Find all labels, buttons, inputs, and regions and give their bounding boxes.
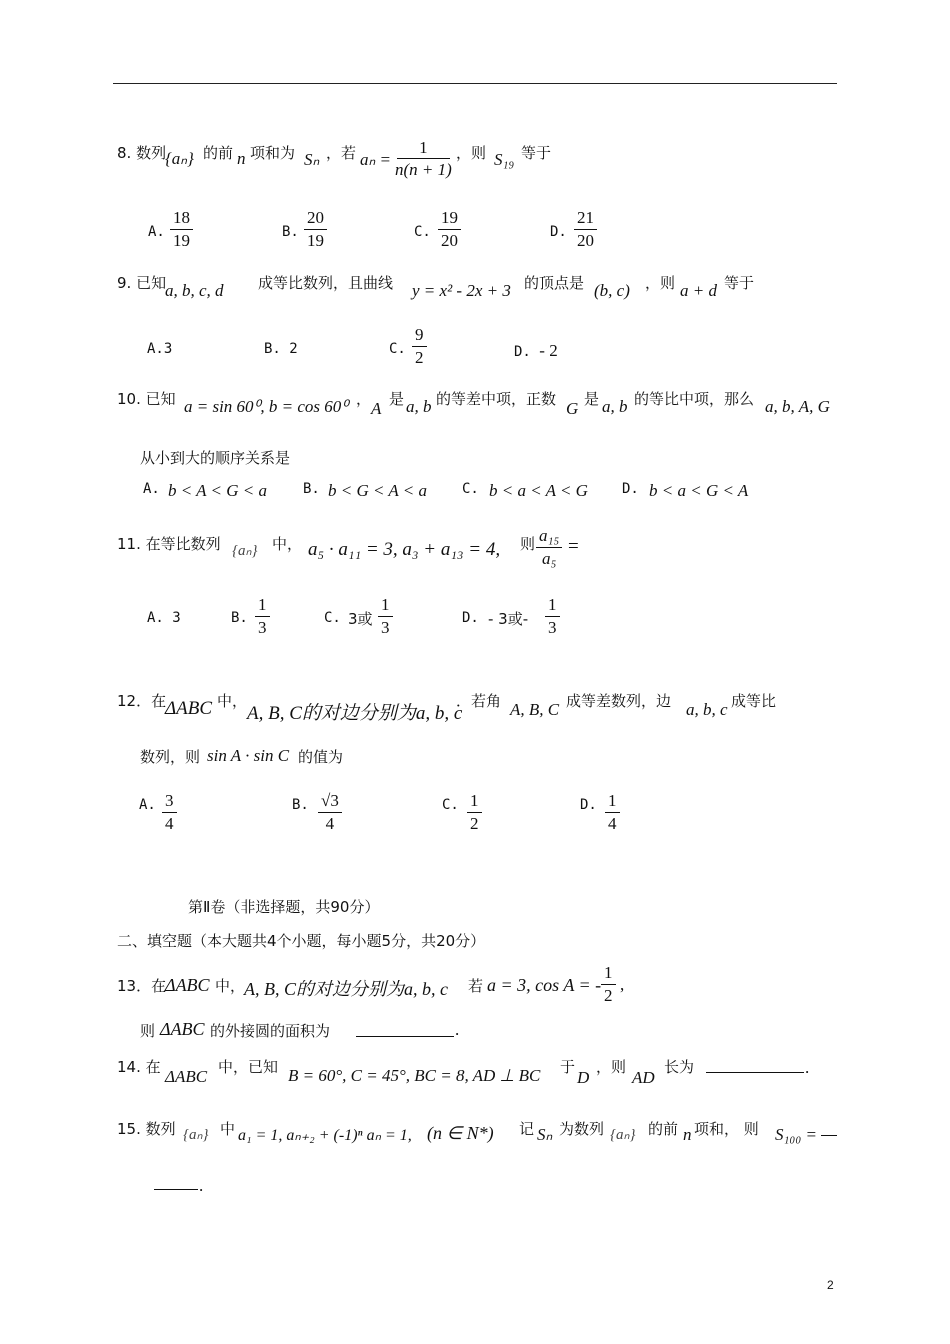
q8-option-d-num: 21	[574, 208, 597, 230]
q15-domain: (n ∈ N*)	[427, 1123, 494, 1143]
q12-line-2b: 的值为	[298, 748, 344, 766]
q10-A: A	[371, 399, 382, 418]
q13-triangle-2: ΔABC	[160, 1019, 205, 1039]
q11-seq: {aₙ}	[232, 543, 258, 559]
q9-option-c[interactable]	[412, 325, 427, 367]
q9-option-c-label[interactable]: C.	[389, 341, 406, 357]
q8-prefix: 8. 数列	[117, 144, 167, 162]
q15-prefix: 15. 数列	[117, 1120, 176, 1138]
q13-end: .	[455, 1020, 460, 1039]
q8-option-b-label[interactable]: B.	[282, 224, 299, 240]
q13-fraction	[601, 963, 616, 1005]
q11-option-c-text[interactable]: 3或	[348, 610, 373, 628]
q13-frac-den: 2	[604, 985, 613, 1005]
q13-text-2: 若	[468, 977, 484, 995]
q11-option-a-text: 3	[172, 610, 181, 626]
q9-text-2: 的顶点是	[524, 274, 585, 292]
q11-option-c-den: 3	[381, 617, 390, 637]
q12-text-1: 中，	[217, 692, 248, 710]
q11-option-b[interactable]	[255, 595, 270, 637]
q8-text-5: 等于	[521, 144, 552, 162]
q8-option-d-den: 20	[577, 230, 594, 250]
q10-text-3: 的等差中项，正数	[436, 390, 557, 408]
q10-option-a[interactable]: b < A < G < a	[168, 481, 267, 500]
q9-option-d[interactable]	[514, 341, 558, 361]
q13-prefix: 13．在	[117, 977, 167, 995]
q15-text-4: 的前	[648, 1120, 679, 1138]
q10-option-d[interactable]: b < a < G < A	[649, 481, 749, 500]
q10-text-4: 是	[584, 390, 600, 408]
q10-option-c[interactable]: b < a < A < G	[489, 481, 588, 500]
q9-option-d-label: D.	[514, 344, 531, 360]
q8-frac-num: 1	[397, 138, 450, 159]
q12-option-c[interactable]	[467, 791, 482, 833]
q10-ab-1: a, b	[406, 397, 432, 416]
q8-option-c[interactable]	[438, 208, 461, 250]
q15-text-1: 中	[220, 1120, 236, 1138]
q10-option-c-label[interactable]: C.	[462, 481, 479, 497]
q12-angles: A, B, C	[510, 700, 560, 719]
q12-text-4: 成等比	[731, 692, 777, 710]
q12-option-d-den: 4	[608, 813, 617, 833]
q13-triangle: ΔABC	[165, 975, 210, 995]
q9-option-b-text: 2	[289, 341, 298, 357]
q8-seq: {aₙ}	[165, 149, 194, 168]
q14-end: .	[805, 1058, 810, 1077]
q11-condition: a₅ · a₁₁ = 3, a₃ + a₁₃ = 4,	[308, 539, 501, 560]
q15-condition: a₁ = 1, aₙ₊₂ + (-1)ⁿ aₙ = 1,	[238, 1127, 412, 1144]
q9-prefix: 9. 已知	[117, 274, 167, 292]
q11-option-c-num: 1	[378, 595, 393, 617]
q14-text-4: 长为	[664, 1058, 695, 1076]
q8-text-2: 项和为	[250, 144, 296, 162]
q10-given: a = sin 60⁰, b = cos 60⁰	[184, 397, 349, 416]
q12-text-3: 成等差数列，边	[566, 692, 672, 710]
q15-text-2: 记	[519, 1120, 535, 1138]
q13-frac-num: 1	[601, 963, 616, 985]
q12-option-b-den: 4	[325, 813, 335, 833]
q15-answer-blank-end[interactable]	[154, 1189, 198, 1190]
q12-line-2a: 数列，则	[140, 748, 201, 766]
q14-condition: B = 60°, C = 45°, BC = 8, AD ⊥ BC	[288, 1066, 541, 1085]
q11-text-2: 则	[520, 535, 536, 553]
q11-option-d-label[interactable]: D.	[462, 610, 479, 626]
q8-fraction	[392, 138, 455, 179]
q8-an: aₙ =	[360, 150, 391, 169]
q11-option-c-label[interactable]: C.	[324, 610, 341, 626]
q11-prefix: 11. 在等比数列	[117, 535, 221, 553]
q11-option-b-den: 3	[258, 617, 267, 637]
q10-line-2: 从小到大的顺序关系是	[140, 449, 291, 467]
q9-text-4: 等于	[724, 274, 755, 292]
q8-Sn: Sₙ	[304, 150, 320, 169]
section-2-heading: 二、填空题（本大题共4个小题，每小题5分，共20分）	[117, 932, 486, 950]
q10-option-d-label[interactable]: D.	[622, 481, 639, 497]
q11-frac-den: a₅	[541, 548, 557, 568]
q8-option-a-num: 18	[170, 208, 193, 230]
q8-option-c-label[interactable]: C.	[414, 224, 431, 240]
q10-text-1: ，	[356, 390, 372, 408]
q9-vars: a, b, c, d	[165, 281, 224, 300]
q15-answer-blank-start[interactable]	[821, 1135, 837, 1136]
q8-option-d[interactable]	[574, 208, 597, 250]
page-number: 2	[827, 1278, 834, 1292]
q12-option-a[interactable]	[162, 791, 177, 833]
header-rule	[113, 83, 837, 84]
q8-option-d-label[interactable]: D.	[550, 224, 567, 240]
q9-text-1: 成等比数列，且曲线	[258, 274, 394, 292]
q11-option-b-label[interactable]: B.	[231, 610, 248, 626]
q12-sides: A, B, C的对边分别为a, b, c	[247, 703, 463, 724]
q8-n: n	[237, 149, 246, 168]
q10-text-2: 是	[389, 390, 405, 408]
q15-S100: S₁₀₀ =	[775, 1125, 817, 1144]
q14-answer-blank[interactable]	[706, 1072, 804, 1073]
q8-option-b[interactable]	[304, 208, 327, 250]
q9-option-c-den: 2	[415, 347, 424, 367]
q10-option-a-label[interactable]: A.	[143, 481, 160, 497]
q11-equals: =	[568, 536, 579, 557]
q14-triangle: ΔABC	[165, 1067, 208, 1086]
q9-option-b[interactable]	[264, 341, 298, 357]
q12-option-d-num: 1	[605, 791, 620, 813]
q11-option-a[interactable]	[147, 610, 181, 626]
q14-D: D	[577, 1068, 590, 1087]
q12-option-c-num: 1	[467, 791, 482, 813]
q8-text-3: ，若	[326, 144, 357, 162]
q10-option-b[interactable]: b < G < A < a	[328, 481, 427, 500]
q10-list: a, b, A, G	[765, 397, 830, 416]
q9-curve: y = x² - 2x + 3	[412, 281, 511, 300]
q12-option-a-num: 3	[162, 791, 177, 813]
q14-text-3: ，则	[596, 1058, 627, 1076]
q13-text-1: 中，	[215, 977, 246, 995]
q11-frac-num: a₁₅	[536, 526, 562, 548]
q9-option-b-label: B.	[264, 341, 281, 357]
q12-option-d-label[interactable]: D.	[580, 797, 597, 813]
q15-text-3: 为数列	[559, 1120, 605, 1138]
q9-option-a[interactable]	[147, 341, 172, 357]
q15-text-5: 项和， 则	[694, 1120, 759, 1138]
q12-option-d[interactable]	[605, 791, 620, 833]
q8-option-a[interactable]	[170, 208, 193, 250]
q14-prefix: 14. 在	[117, 1058, 161, 1076]
q13-sides: A, B, C的对边分别为a, b, c	[244, 979, 448, 999]
q8-S19: S₁₉	[494, 150, 515, 169]
q9-vertex: (b, c)	[594, 281, 630, 300]
part-2-heading: 第Ⅱ卷（非选择题，共90分）	[188, 898, 380, 916]
q12-abc: a, b, c	[686, 700, 728, 719]
q12-option-b-label[interactable]: B.	[292, 797, 309, 813]
q15-n: n	[683, 1125, 692, 1144]
q10-G: G	[566, 399, 579, 418]
q8-text-1: 的前	[203, 144, 234, 162]
q11-option-c[interactable]	[378, 595, 393, 637]
q12-text-2: ．若角	[456, 692, 502, 710]
q11-fraction	[536, 526, 562, 568]
q9-expr: a + d	[680, 281, 717, 300]
q12-expr: sin A · sin C	[207, 746, 290, 765]
q10-ab-2: a, b	[602, 397, 628, 416]
q12-prefix: 12．在	[117, 692, 167, 710]
q11-option-d-den: 3	[548, 617, 557, 637]
q9-option-c-num: 9	[412, 325, 427, 347]
q12-option-b-num: √3	[318, 791, 342, 813]
q12-option-a-den: 4	[165, 813, 174, 833]
q8-option-c-num: 19	[438, 208, 461, 230]
q13-answer-blank[interactable]	[356, 1036, 454, 1037]
q13-comma: ,	[620, 975, 625, 994]
q11-option-b-num: 1	[255, 595, 270, 617]
q11-option-d-text[interactable]: - 3或-	[488, 610, 529, 628]
q11-option-d-num: 1	[545, 595, 560, 617]
q15-end: .	[199, 1176, 204, 1195]
q13-condition: a = 3, cos A = -	[487, 975, 602, 995]
q9-option-a-label: A.	[147, 341, 164, 357]
q12-option-c-den: 2	[470, 813, 479, 833]
q11-option-a-label: A.	[147, 610, 164, 626]
q12-option-b[interactable]	[318, 791, 342, 833]
q10-prefix: 10. 已知	[117, 390, 176, 408]
q15-seq-2: {aₙ}	[610, 1127, 636, 1143]
q15-seq: {aₙ}	[183, 1127, 209, 1143]
q11-option-d[interactable]	[545, 595, 560, 637]
q12-triangle: ΔABC	[165, 698, 213, 719]
q12-option-a-label[interactable]: A.	[139, 797, 156, 813]
q14-text-2: 于	[560, 1058, 576, 1076]
q10-option-b-label[interactable]: B.	[303, 481, 320, 497]
q8-option-a-den: 19	[173, 230, 190, 250]
q8-text-4: ，则	[456, 144, 487, 162]
q10-text-5: 的等比中项，那么	[634, 390, 755, 408]
q9-text-3: ，则	[645, 274, 676, 292]
q9-option-a-text: 3	[163, 341, 173, 357]
q11-text-1: 中，	[272, 535, 303, 553]
q8-option-b-num: 20	[304, 208, 327, 230]
q9-option-d-text: - 2	[539, 341, 558, 360]
q14-AD: AD	[632, 1068, 655, 1087]
q14-text-1: 中，已知	[218, 1058, 279, 1076]
q8-frac-den: n(n + 1)	[395, 159, 452, 179]
q13-line-2a: 则	[140, 1022, 156, 1040]
q12-option-c-label[interactable]: C.	[442, 797, 459, 813]
q8-option-a-label[interactable]: A.	[148, 224, 165, 240]
q8-option-c-den: 20	[441, 230, 458, 250]
q8-option-b-den: 19	[307, 230, 324, 250]
q15-Sn: Sₙ	[537, 1125, 553, 1144]
q13-line-2b: 的外接圆的面积为	[210, 1022, 331, 1040]
